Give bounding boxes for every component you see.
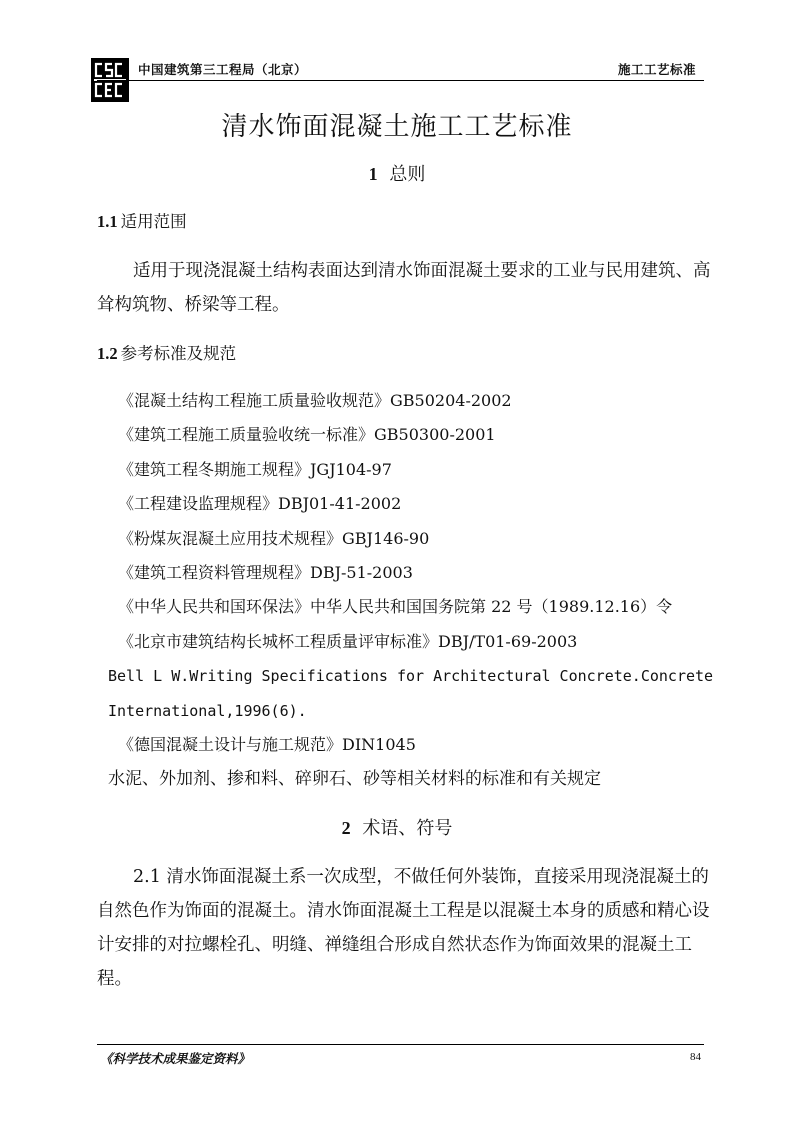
chapter-1-heading (0, 160, 794, 186)
reference-list (108, 384, 718, 797)
reference-item: 《建筑工程冬期施工规程》JGJ104-97 (118, 459, 392, 479)
section-1-1-heading (97, 208, 187, 232)
chapter-label: 总则 (389, 164, 426, 185)
footer-rule (97, 1044, 704, 1045)
header-rule (97, 80, 704, 81)
chapter-2-heading (0, 814, 794, 840)
header-section: 施工工艺标准 (617, 62, 696, 77)
chapter-label: 术语、符号 (362, 818, 453, 839)
reference-item-english: Bell L W.Writing Specifications for Architectural Concrete.Concrete (108, 667, 714, 686)
reference-item: 《建筑工程资料管理规程》DBJ-51-2003 (118, 562, 413, 582)
reference-item-english-cont: International,1996(6). (108, 701, 307, 720)
reference-item: 《德国混凝土设计与施工规范》DIN1045 (118, 734, 416, 754)
reference-item: 《粉煤灰混凝土应用技术规程》GBJ146-90 (118, 528, 430, 548)
reference-item: 《北京市建筑结构长城杯工程质量评审标准》DBJ/T01-69-2003 (118, 631, 578, 651)
chapter-number: 1 (368, 164, 378, 184)
section-number: 1.1 (97, 212, 118, 231)
section-1-2-heading (97, 340, 236, 364)
reference-item: 《混凝土结构工程施工质量验收规范》GB50204-2002 (118, 391, 512, 410)
section-label: 适用范围 (120, 212, 187, 231)
footer-source: 《科学技术成果鉴定资料》 (100, 1051, 251, 1066)
section-2-1-paragraph: 2.1 清水饰面混凝土系一次成型，不做任何外装饰，直接采用现浇混凝土的自然色作为饰面的混凝土。清水饰面混凝土工程是以混凝土本身的质感和精心设计安排的对拉螺栓孔、明缝、禅缝组合形成自然状态作为饰面效果的混凝土工程。 (97, 867, 710, 989)
header-organization: 中国建筑第三工程局（北京） (138, 62, 308, 77)
reference-item: 《建筑工程施工质量验收统一标准》GB50300-2001 (118, 425, 496, 445)
section-number: 1.2 (97, 344, 118, 363)
section-label: 参考标准及规范 (120, 344, 237, 363)
reference-item: 《工程建设监理规程》DBJ01-41-2002 (118, 494, 402, 514)
document-title: 清水饰面混凝土施工工艺标准 (221, 112, 573, 142)
page-number: 84 (690, 1051, 701, 1063)
chapter-number: 2 (341, 818, 351, 838)
reference-item: 《中华人民共和国环保法》中华人民共和国国务院第 22 号（1989.12.16）令 (118, 597, 673, 617)
reference-item-materials: 水泥、外加剂、掺和料、碎卵石、砂等相关材料的标准和有关规定 (108, 769, 601, 790)
section-1-1-paragraph: 适用于现浇混凝土结构表面达到清水饰面混凝土要求的工业与民用建筑、高耸构筑物、桥梁等工程。 (97, 261, 711, 315)
